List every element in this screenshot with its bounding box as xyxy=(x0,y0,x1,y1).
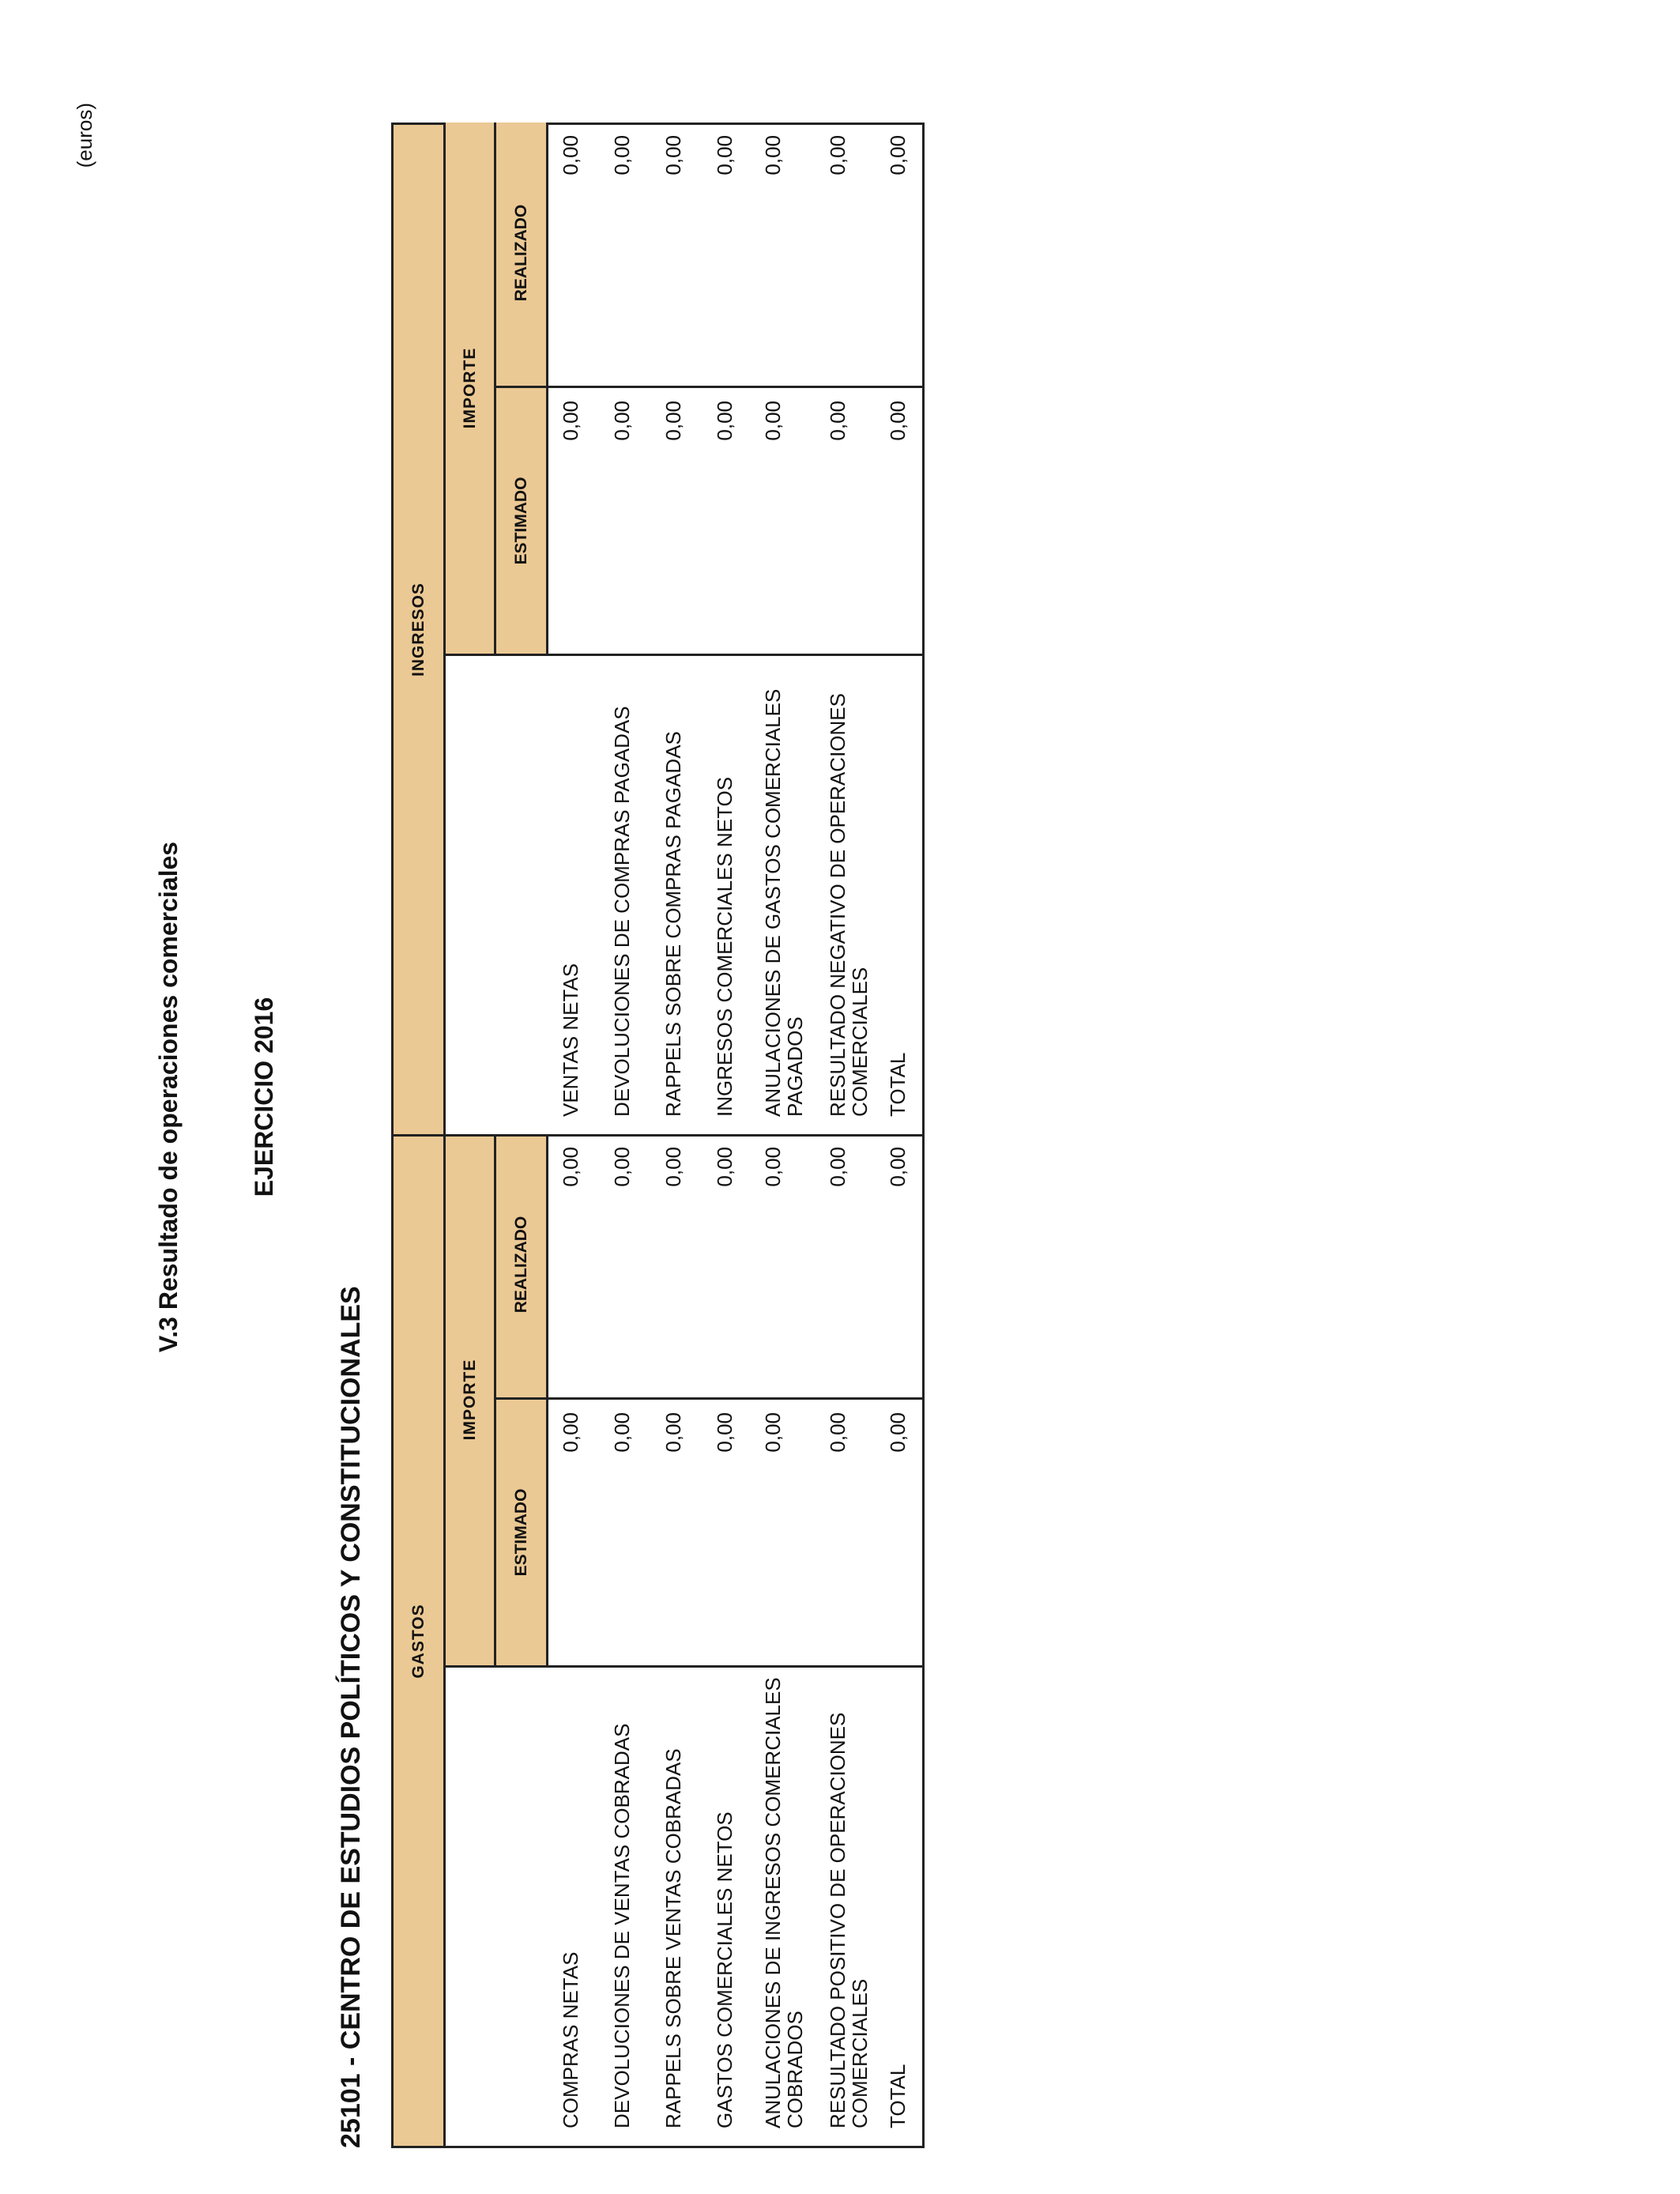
ingresos-estimado-header: ESTIMADO xyxy=(496,386,546,654)
estimado-value: 0,00 xyxy=(713,401,736,441)
realizado-value: 0,00 xyxy=(559,1147,582,1187)
realizado-value: 0,00 xyxy=(610,135,634,175)
realizado-value: 0,00 xyxy=(761,1147,785,1187)
gastos-estimado-header: ESTIMADO xyxy=(496,1397,546,1665)
realizado-value: 0,00 xyxy=(826,1147,849,1187)
row-label: DEVOLUCIONES DE VENTAS COBRADAS xyxy=(610,1723,634,2128)
units-label: (euros) xyxy=(73,103,96,168)
estimado-value: 0,00 xyxy=(886,401,910,441)
ingresos-importe-label: IMPORTE xyxy=(446,123,496,654)
gastos-realizado-header: REALIZADO xyxy=(511,1216,530,1314)
estimado-value: 0,00 xyxy=(761,1412,785,1453)
estimado-value: 0,00 xyxy=(826,1412,849,1453)
estimado-value: 0,00 xyxy=(610,1412,634,1453)
ingresos-header: INGRESOS xyxy=(394,125,446,1134)
realizado-value: 0,00 xyxy=(713,135,736,175)
entity-name: 25101 - CENTRO DE ESTUDIOS POLÍTICOS Y CONSTITUCIONALES xyxy=(336,1286,366,2148)
gastos-header: GASTOS xyxy=(394,1137,446,2146)
ingresos-realizado-header: REALIZADO xyxy=(511,204,530,302)
exercise-year: EJERCICIO 2016 xyxy=(250,997,278,1197)
gastos-importe-label: IMPORTE xyxy=(446,1134,496,1665)
estimado-value: 0,00 xyxy=(761,401,785,441)
row-label: RESULTADO POSITIVO DE OPERACIONES COMERCIALES xyxy=(826,1712,872,2128)
realizado-value: 0,00 xyxy=(761,135,785,175)
estimado-value: 0,00 xyxy=(559,1412,582,1453)
estimado-value: 0,00 xyxy=(559,401,582,441)
row-label: ANULACIONES DE GASTOS COMERCIALES PAGADOS xyxy=(761,688,807,1117)
ingresos-column-divider xyxy=(548,386,922,388)
estimado-value: 0,00 xyxy=(661,401,685,441)
realizado-value: 0,00 xyxy=(713,1147,736,1187)
row-label: RAPPELS SOBRE COMPRAS PAGADAS xyxy=(661,731,685,1117)
estimado-value: 0,00 xyxy=(610,401,634,441)
estimado-value: 0,00 xyxy=(886,1412,910,1453)
realizado-value: 0,00 xyxy=(661,135,685,175)
row-label: TOTAL xyxy=(886,2064,910,2128)
realizado-value: 0,00 xyxy=(826,135,849,175)
realizado-value: 0,00 xyxy=(886,1147,910,1187)
row-label: ANULACIONES DE INGRESOS COMERCIALES COBRADOS xyxy=(761,1677,807,2128)
gastos-column-divider xyxy=(548,1397,922,1400)
row-label: RESULTADO NEGATIVO DE OPERACIONES COMERCIALES xyxy=(826,693,872,1117)
row-label: INGRESOS COMERCIALES NETOS xyxy=(713,776,736,1117)
row-label: VENTAS NETAS xyxy=(559,963,582,1117)
row-label: RAPPELS SOBRE VENTAS COBRADAS xyxy=(661,1748,685,2128)
realizado-value: 0,00 xyxy=(886,135,910,175)
row-label: GASTOS COMERCIALES NETOS xyxy=(713,1811,736,2128)
row-label: TOTAL xyxy=(886,1052,910,1117)
realizado-value: 0,00 xyxy=(559,135,582,175)
estimado-value: 0,00 xyxy=(826,401,849,441)
estimado-value: 0,00 xyxy=(661,1412,685,1453)
row-label: COMPRAS NETAS xyxy=(559,1951,582,2128)
realizado-value: 0,00 xyxy=(610,1147,634,1187)
gastos-table xyxy=(391,1134,925,2148)
ingresos-importe-header xyxy=(446,123,548,656)
realizado-value: 0,00 xyxy=(661,1147,685,1187)
ingresos-table xyxy=(391,123,925,1137)
report-title: V.3 Resultado de operaciones comerciales xyxy=(154,841,183,1353)
estimado-value: 0,00 xyxy=(713,1412,736,1453)
row-label: DEVOLUCIONES DE COMPRAS PAGADAS xyxy=(610,706,634,1117)
gastos-importe-header xyxy=(446,1134,548,1668)
